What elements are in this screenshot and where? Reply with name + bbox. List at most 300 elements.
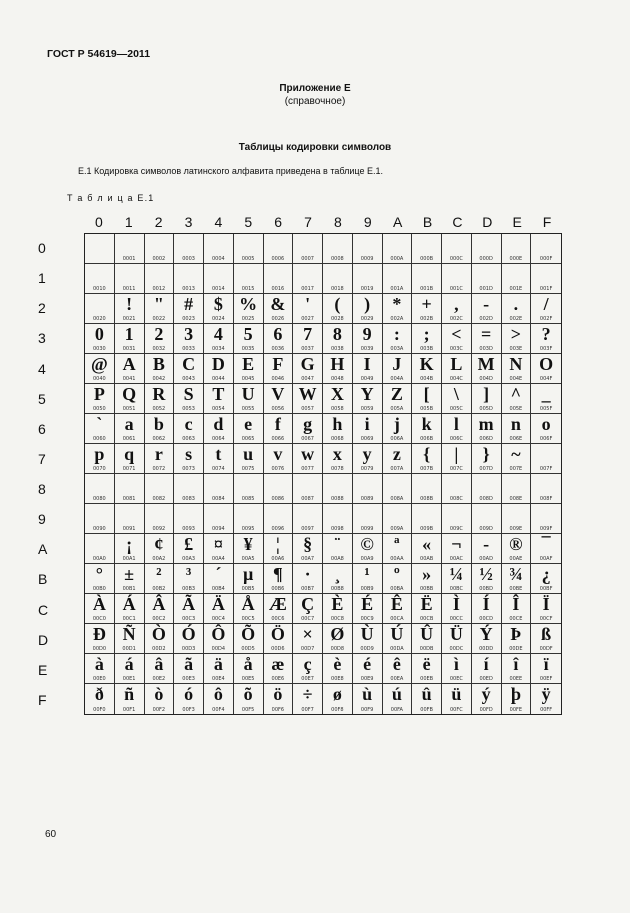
table-cell [204,564,234,594]
row-header: 8 [38,481,46,498]
cell-code: 0040 [93,376,106,382]
table-cell [204,504,234,534]
cell-code: 00B3 [182,586,196,592]
table-cell [293,294,323,324]
cell-glyph: u [243,444,254,464]
table-cell [472,384,502,414]
cell-glyph: L [450,354,463,374]
cell-code: 001B [420,286,434,292]
cell-glyph: o [541,414,551,434]
cell-glyph: · [304,564,311,584]
table-cell [442,504,472,534]
cell-code: 00FE [509,707,523,713]
cell-code: 00A3 [182,556,196,562]
column-header: D [482,214,493,230]
cell-code: 00F7 [301,707,314,713]
cell-code: 000D [479,256,493,262]
cell-glyph: è [333,654,342,674]
cell-code: 00AE [509,556,523,562]
cell-code: 008E [509,496,523,502]
table-cell [115,564,145,594]
cell-code: 0079 [360,466,374,472]
cell-code: 0051 [122,406,136,412]
cell-glyph: ä [213,654,223,674]
cell-glyph: p [94,444,105,464]
cell-code: 001F [539,286,553,292]
cell-code: 0038 [331,346,344,352]
cell-glyph: S [183,384,194,404]
cell-glyph: õ [243,684,253,704]
cell-code: 000E [509,256,523,262]
table-cell [442,414,472,444]
table-cell [472,324,502,354]
table-cell [145,684,175,714]
table-cell [442,234,472,264]
cell-glyph: ê [392,654,401,674]
cell-code: 00FD [479,707,493,713]
cell-code: 004E [509,376,523,382]
cell-glyph: B [152,354,165,374]
table-cell [383,384,413,414]
cell-code: 00C8 [330,616,344,622]
column-header: E [512,214,522,230]
table-cell [234,504,264,534]
cell-code: 00AF [539,556,553,562]
cell-glyph: â [154,654,164,674]
cell-glyph: R [152,384,166,404]
cell-glyph: ; [423,324,430,344]
table-cell [383,564,413,594]
table-cell [234,534,264,564]
cell-code: 00A6 [271,556,285,562]
cell-code: 006A [390,436,404,442]
table-cell [264,444,294,474]
cell-glyph: x [332,444,342,464]
cell-code: 00A8 [330,556,344,562]
cell-glyph: ¡ [126,534,133,554]
table-cell [174,294,204,324]
cell-code: 006B [420,436,434,442]
cell-glyph: w [301,444,315,464]
table-cell [531,534,561,564]
cell-code: 000A [390,256,404,262]
cell-code: 0002 [152,256,166,262]
cell-glyph: ú [391,684,402,704]
table-cell [353,684,383,714]
table-cell [293,534,323,564]
cell-code: 0055 [241,406,255,412]
cell-glyph: º [393,564,400,584]
cell-code: 00DA [390,646,404,652]
row-header: 2 [38,300,46,317]
table-cell [442,624,472,654]
cell-glyph: ý [481,684,491,704]
cell-code: 0037 [301,346,314,352]
column-header: 4 [214,214,223,230]
cell-glyph: ã [184,654,194,674]
table-cell [502,384,532,414]
cell-code: 0012 [152,286,166,292]
table-cell [531,654,561,684]
table-cell [264,474,294,504]
cell-glyph: @ [91,354,108,374]
table-cell [174,324,204,354]
table-cell [323,474,353,504]
cell-code: 00E3 [182,676,195,682]
cell-glyph: U [241,384,255,404]
cell-code: 0016 [271,286,285,292]
cell-glyph: ß [541,624,552,644]
cell-code: 003D [479,346,493,352]
cell-code: 0039 [360,346,374,352]
cell-glyph: 6 [273,324,283,344]
row-header: D [38,631,49,648]
table-cell [531,294,561,324]
cell-code: 00F9 [360,707,374,713]
cell-glyph: Â [152,594,166,614]
table-cell [531,264,561,294]
cell-glyph: ÿ [541,684,551,704]
cell-code: 0062 [152,436,166,442]
cell-code: 000C [449,256,463,262]
table-cell [293,324,323,354]
cell-code: 009F [539,526,553,532]
table-cell [323,234,353,264]
cell-code: 003C [449,346,463,352]
table-cell [502,414,532,444]
cell-code: 00A2 [152,556,166,562]
table-cell [174,594,204,624]
cell-code: 007B [420,466,434,472]
cell-code: 0014 [212,286,225,292]
row-headers [38,233,52,715]
table-cell [442,444,472,474]
cell-glyph: ° [95,564,103,584]
table-cell [353,474,383,504]
cell-code: 00D8 [330,646,345,652]
table-cell [353,504,383,534]
table-cell [174,384,204,414]
table-cell [353,384,383,414]
cell-glyph: ] [483,384,490,404]
cell-code: 0013 [182,286,195,292]
table-cell [353,294,383,324]
table-cell [234,654,264,684]
cell-code: 0067 [301,436,314,442]
table-cell [264,414,294,444]
cell-glyph: Ó [181,624,196,644]
table-cell [145,354,175,384]
table-cell [174,624,204,654]
cell-glyph: ` [96,414,103,434]
cell-glyph: J [392,354,402,374]
cell-glyph: × [302,624,313,644]
table-cell [145,444,175,474]
column-headers [84,214,562,230]
table-cell [115,474,145,504]
cell-code: 0035 [241,346,255,352]
cell-code: 0056 [271,406,285,412]
table-cell [502,534,532,564]
cell-code: 003F [539,346,553,352]
table-cell [264,654,294,684]
table-cell [323,294,353,324]
cell-code: 0092 [152,526,166,532]
table-cell [85,594,115,624]
cell-glyph: F [272,354,284,374]
cell-code: 00FF [540,707,553,713]
cell-code: 00F1 [122,707,136,713]
cell-glyph: D [211,354,225,374]
cell-code: 0010 [93,286,106,292]
table-cell [115,684,145,714]
table-cell [412,324,442,354]
cell-code: 00AB [420,556,434,562]
cell-glyph: N [509,354,523,374]
table-cell [204,534,234,564]
cell-code: 00EF [539,676,553,682]
cell-glyph: 1 [124,324,134,344]
cell-code: 0033 [182,346,195,352]
cell-code: 0009 [360,256,374,262]
table-cell [204,444,234,474]
cell-glyph: Ê [390,594,403,614]
cell-glyph: 0 [94,324,104,344]
table-cell [293,684,323,714]
table-cell [383,294,413,324]
intro-paragraph: Е.1 Кодировка символов латинского алфавита приведена в таблице Е.1. [78,166,383,176]
cell-glyph: ¢ [154,534,164,554]
cell-code: 0066 [271,436,285,442]
table-cell [264,564,294,594]
table-cell [472,564,502,594]
cell-code: 001C [449,286,463,292]
cell-code: 00BA [390,586,404,592]
cell-code: 00D9 [360,646,374,652]
cell-code: 004D [479,376,493,382]
cell-glyph: í [483,654,489,674]
cell-glyph: Ý [479,624,493,644]
table-cell [412,564,442,594]
cell-glyph: i [364,414,370,434]
cell-glyph: ! [126,294,133,314]
table-cell [412,624,442,654]
cell-glyph: ô [213,684,223,704]
cell-code: 0063 [182,436,195,442]
cell-code: 0043 [182,376,195,382]
cell-glyph: H [330,354,345,374]
table-cell [145,654,175,684]
cell-code: 0052 [152,406,166,412]
table-cell [85,234,115,264]
cell-code: 0019 [360,286,374,292]
table-cell [412,444,442,474]
cell-code: 00E1 [122,676,136,682]
table-cell [442,564,472,594]
cell-glyph: É [361,594,374,614]
cell-glyph: Þ [510,624,522,644]
table-cell [323,444,353,474]
table-cell [85,564,115,594]
cell-glyph: Ì [452,594,460,614]
table-cell [115,354,145,384]
table-cell [353,594,383,624]
cell-glyph: & [270,294,286,314]
cell-code: 00BC [449,586,463,592]
table-cell [85,654,115,684]
cell-glyph: } [482,444,490,464]
cell-glyph: f [274,414,281,434]
cell-code: 00DB [419,646,434,652]
cell-code: 004F [539,376,553,382]
cell-code: 009E [509,526,523,532]
column-header: F [542,214,552,230]
cell-glyph: ³ [185,564,192,584]
cell-code: 00C5 [241,616,255,622]
cell-glyph: I [363,354,371,374]
cell-glyph: ¶ [273,564,283,584]
cell-code: 009D [479,526,493,532]
table-cell [412,294,442,324]
cell-code: 00D7 [300,646,315,652]
table-cell [85,294,115,324]
table-cell [174,534,204,564]
table-cell [115,264,145,294]
cell-code: 00EA [390,676,404,682]
table-cell [174,354,204,384]
cell-code: 0097 [301,526,314,532]
table-cell [234,234,264,264]
table-cell [234,264,264,294]
table-cell [383,684,413,714]
cell-glyph: < [451,324,462,344]
cell-glyph: © [360,534,374,554]
cell-glyph: Ù [360,624,374,644]
cell-code: 00E7 [301,676,314,682]
cell-glyph: h [332,414,343,434]
column-header: 0 [95,214,103,230]
table-cell [323,654,353,684]
cell-code: 003A [390,346,404,352]
table-cell [383,234,413,264]
cell-glyph: X [330,384,344,404]
table-cell [383,444,413,474]
cell-code: 000B [420,256,434,262]
cell-code: 00D3 [181,646,196,652]
cell-code: 003B [420,346,434,352]
table-cell [412,264,442,294]
table-cell [531,474,561,504]
cell-glyph: _ [541,384,551,404]
row-header: 5 [38,390,46,407]
table-cell [293,594,323,624]
cell-code: 00A4 [211,556,225,562]
cell-code: 00A7 [301,556,315,562]
cell-code: 0072 [152,466,166,472]
cell-glyph: : [393,324,400,344]
cell-code: 005E [509,406,523,412]
cell-code: 0087 [301,496,314,502]
table-cell [442,474,472,504]
cell-glyph: ë [422,654,431,674]
table-cell [353,414,383,444]
cell-glyph: ï [543,654,549,674]
table-cell [115,294,145,324]
cell-code: 007F [539,466,553,472]
table-cell [442,264,472,294]
table-cell [472,594,502,624]
row-header: E [38,661,48,678]
cell-glyph: ¨ [334,534,341,554]
table-cell [293,474,323,504]
cell-code: 0026 [271,316,285,322]
cell-code: 00AD [479,556,493,562]
cell-glyph: b [153,414,164,434]
cell-glyph: * [392,294,402,314]
cell-code: 00B8 [330,586,344,592]
cell-code: 00F2 [152,707,166,713]
cell-code: 00C6 [271,616,285,622]
cell-glyph: > [510,324,521,344]
cell-code: 0005 [241,256,255,262]
cell-code: 0025 [241,316,255,322]
cell-glyph: / [543,294,549,314]
cell-glyph: t [215,444,222,464]
cell-code: 00BE [509,586,523,592]
cell-glyph: \ [453,384,459,404]
cell-code: 00EB [420,676,434,682]
cell-glyph: à [94,654,104,674]
table-cell [115,444,145,474]
cell-code: 00A1 [122,556,136,562]
cell-glyph: « [422,534,432,554]
table-cell [472,504,502,534]
table-cell [472,294,502,324]
table-cell [85,534,115,564]
cell-code: 0036 [271,346,285,352]
cell-glyph: ª [394,534,400,554]
cell-glyph: E [242,354,255,374]
table-cell [174,474,204,504]
table-cell [442,294,472,324]
table-cell [85,684,115,714]
table-label: Т а б л и ц а Е.1 [67,193,155,203]
cell-code: 0011 [122,286,136,292]
cell-glyph: K [419,354,434,374]
table-cell [234,624,264,654]
cell-code: 00C7 [301,616,315,622]
cell-glyph: û [421,684,432,704]
cell-glyph: z [392,444,401,464]
cell-glyph: m [478,414,494,434]
cell-code: 00D1 [122,646,136,652]
cell-code: 0042 [152,376,166,382]
cell-code: 0023 [182,316,195,322]
table-cell [174,444,204,474]
row-header: A [38,541,48,558]
cell-glyph: ½ [479,564,493,584]
cell-glyph: ¤ [213,534,223,554]
table-cell [383,324,413,354]
cell-code: 0061 [122,436,136,442]
table-cell [204,474,234,504]
cell-glyph: C [182,354,196,374]
cell-glyph: § [303,534,313,554]
cell-glyph: á [124,654,134,674]
column-header: C [452,214,463,230]
table-cell [293,384,323,414]
table-cell [502,684,532,714]
